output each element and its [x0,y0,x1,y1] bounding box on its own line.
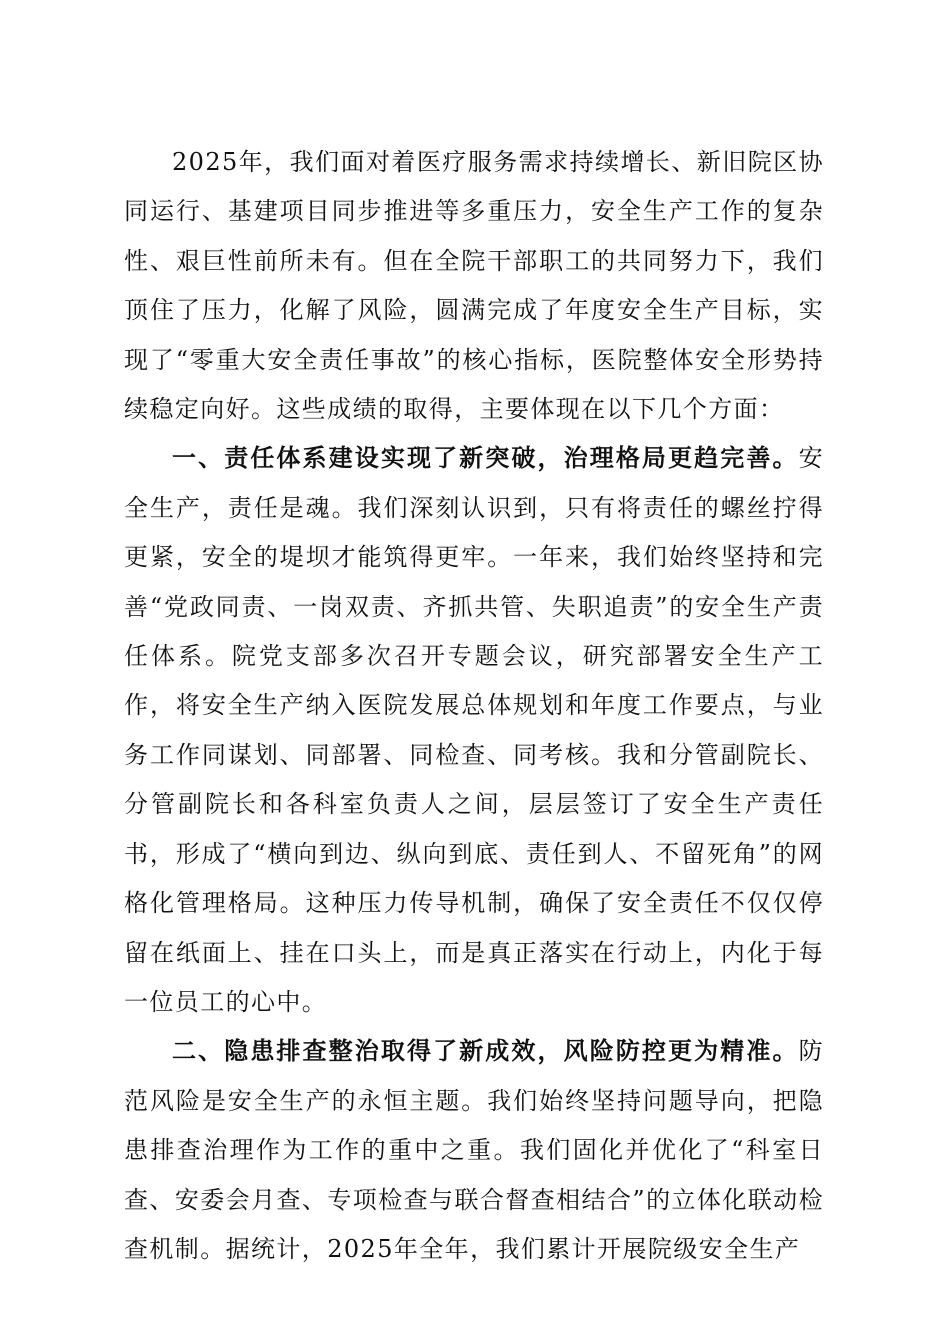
paragraph-section-2 [124,1027,824,1274]
paragraph-intro [124,138,824,434]
section-1-heading: 一、责任体系建设实现了新突破，治理格局更趋完善。 [172,444,799,473]
section-2-heading: 二、隐患排查整治取得了新成效，风险防控更为精准。 [172,1037,799,1066]
section-2-text: 防范风险是安全生产的永恒主题。我们始终坚持问题导向，把隐患排查治理作为工作的重中之重。我们固化并优化了“科室日查、安委会月查、专项检查与联合督查相结合”的立体化联动检查机制。据统计，2025年全年，我们累计开展院级安全生产 [124,1037,824,1263]
section-1-text: 安全生产，责任是魂。我们深刻认识到，只有将责任的螺丝拧得更紧，安全的堤坝才能筑得更牢。一年来，我们始终坚持和完善“党政同责、一岗双责、齐抓共管、失职追责”的安全生产责任体系。院党支部多次召开专题会议，研究部署安全生产工作，将安全生产纳入医院发展总体规划和年度工作要点，与业务工作同谋划、同部署、同检查、同考核。我和分管副院长、分管副院长和各科室负责人之间，层层签订了安全生产责任书，形成了“横向到边、纵向到底、责任到人、不留死角”的网格化管理格局。这种压力传导机制，确保了安全责任不仅仅停留在纸面上、挂在口头上，而是真正落实在行动上，内化于每一位员工的心中。 [124,444,824,1016]
document-body [124,138,824,1274]
paragraph-section-1 [124,434,824,1027]
paragraph-intro-text: 2025年，我们面对着医疗服务需求持续增长、新旧院区协同运行、基建项目同步推进等多重压力，安全生产工作的复杂性、艰巨性前所未有。但在全院干部职工的共同努力下，我们顶住了压力，化解了风险，圆满完成了年度安全生产目标，实现了“零重大安全责任事故”的核心指标，医院整体安全形势持续稳定向好。这些成绩的取得，主要体现在以下几个方面： [124,148,824,424]
